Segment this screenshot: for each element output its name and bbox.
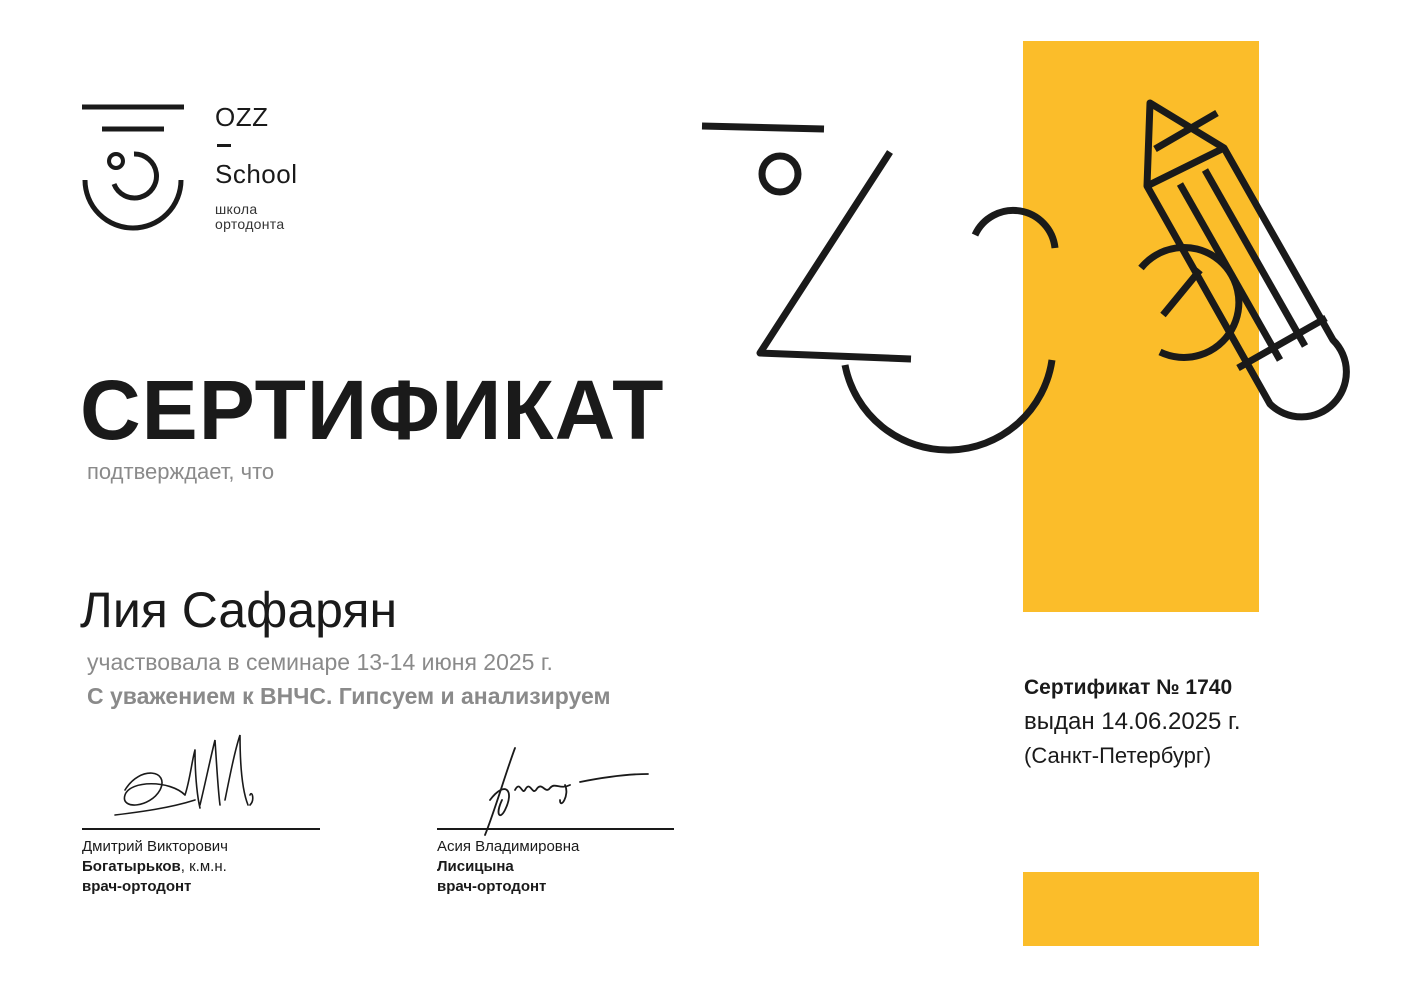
signatory-2-surname: Лисицына [437,858,514,875]
signatory-1-first-names: Дмитрий Викторович [82,838,228,855]
certificate-title: СЕРТИФИКАТ [80,363,665,457]
signatory-2-first-names: Асия Владимировна [437,838,580,855]
ozz-school-logo-icon [80,100,190,235]
signatory-1-role: врач-ортодонт [82,878,192,895]
yellow-accent-bar [1023,872,1259,946]
signatory-1-surname-line [82,857,228,877]
logo-brand-top: OZZ [215,102,269,132]
recipient-name: Лия Сафарян [80,582,398,638]
participation-text: участвовала в семинаре 13-14 июня 2025 г. [87,649,553,675]
logo-subtitle [215,202,284,232]
signature-lisitsyna [460,740,660,840]
face-pencil-illustration [690,90,1350,470]
seminar-name: С уважением к ВНЧС. Гипсуем и анализируем [87,683,611,709]
signatory-2-role: врач-ортодонт [437,878,547,895]
logo-sub-line2: ортодонта [215,216,285,232]
signature-line-1 [82,828,320,830]
signatory-1-degree: , к.м.н. [180,858,227,875]
logo-sub-line1: школа [215,201,258,217]
certificate-issued-date: выдан 14.06.2025 г. [1024,708,1241,735]
certificate-number: Сертификат № 1740 [1024,676,1233,699]
signatory-1-block [82,837,228,897]
logo-brand-bottom: School [215,159,298,189]
signatory-1-surname: Богатырьков [82,858,181,875]
signatory-2-block [437,837,579,897]
logo-wordmark [215,102,298,189]
signature-line-2 [437,828,674,830]
signature-bogatyrkov [100,720,270,830]
confirms-text: подтверждает, что [87,459,275,484]
certificate-city: (Санкт-Петербург) [1024,743,1212,768]
signatory-2-surname-line [437,857,579,877]
logo-dash [217,144,231,147]
